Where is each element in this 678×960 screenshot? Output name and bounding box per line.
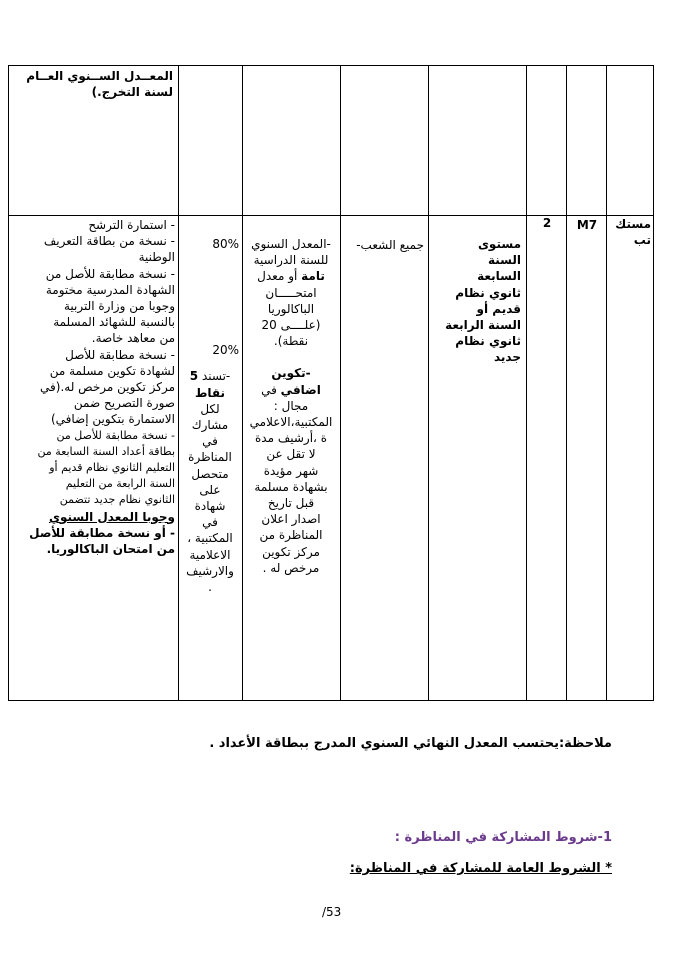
cell-line: [245, 382, 337, 398]
cell-line: - نسخة من بطاقة التعريف: [43, 234, 175, 249]
documents-cell: [13, 217, 175, 557]
page-number: /53: [322, 905, 342, 919]
cell-line: -المعدل السنوي: [251, 237, 331, 251]
cell-line: التعليم الثانوي نظام قديم أو: [49, 461, 175, 475]
cell-line: مجال :: [273, 398, 309, 413]
cell-line: -تكوين: [271, 366, 311, 381]
cell-line: شهر مؤيدة: [263, 463, 319, 478]
cell-line: - نسخة مطابقة للأصل: [65, 347, 175, 362]
cell-line: الاستمارة بتكوين إضافي): [50, 412, 175, 427]
cell-line: [181, 368, 239, 384]
cell-line: الاعلامية: [189, 547, 231, 562]
cell-line: الثانوي نظام جديد تتضمن: [59, 493, 175, 507]
cell-line: (علــــى 20: [261, 318, 321, 333]
cell-line: المناظرة: [188, 450, 232, 465]
cell-line: وجوبا من وزارة التربية: [63, 299, 175, 314]
cell-line: ثانوي نظام: [455, 285, 521, 300]
criteria-cell: [245, 236, 337, 576]
cell-line: في: [202, 434, 218, 449]
cell-line: مرخص له .: [262, 560, 320, 575]
cell-line: لا تقل عن: [266, 447, 316, 462]
cell-bold: تامة: [301, 269, 325, 284]
cell-line: من معاهد خاصة.: [91, 331, 175, 346]
cell-line: المعــدل الســنوي العــام: [26, 69, 173, 83]
cell-line: صورة التصريح ضمن: [73, 396, 175, 411]
branch-text: جميع الشعب-: [356, 238, 424, 252]
cell-line: المناظرة من: [259, 528, 323, 543]
cell-line: ة ،أرشيف مدة: [254, 431, 328, 446]
cell-line: مركز تكوين مرخص له.(في: [40, 380, 175, 395]
position-count: 2: [542, 216, 552, 230]
cell-text: أو معدل: [257, 269, 302, 284]
spacer: [181, 358, 239, 368]
col-divider: [242, 66, 243, 700]
cell-line: نقطة).: [273, 334, 309, 349]
cell-line: - أو نسخة مطابقة للأصل: [29, 525, 175, 540]
cell-line: والارشيف: [186, 563, 234, 578]
cell-line: .: [208, 580, 212, 595]
col-divider: [178, 66, 179, 700]
cell-line: لكل: [200, 401, 220, 416]
grade-code: M7: [576, 218, 598, 232]
requirements-table: [8, 65, 654, 701]
cell-line: بطاقة أعداد السنة السابعة من: [37, 444, 175, 458]
count-cell: [529, 215, 565, 231]
cell-bold: 5: [189, 369, 199, 384]
cell-line: الشهادة المدرسية مختومة: [45, 282, 175, 297]
cell-line: للسنة الدراسية: [253, 253, 329, 268]
section-title: 1-شروط المشاركة في المناظرة :: [394, 830, 612, 845]
cell-line: - نسخة مطابقة للأصل من: [45, 266, 175, 281]
cell-text: في: [261, 382, 281, 397]
cell-line: في: [202, 515, 218, 530]
weight-80: 80%: [212, 237, 239, 251]
cell-line: تب: [633, 233, 651, 248]
cell-line: بالنسبة للشهائد المسلمة: [53, 315, 175, 330]
cell-line: متحصل: [191, 466, 229, 481]
cell-line: السنة الرابعة: [445, 318, 521, 333]
weight-cell: [181, 236, 239, 595]
cell-line: مركز تكوين: [262, 544, 320, 559]
grade-code-cell: [569, 217, 605, 233]
cell-line: لسنة التخرج.): [91, 85, 173, 100]
spacer: [245, 349, 337, 365]
col-divider: [526, 66, 527, 700]
col-divider: [428, 66, 429, 700]
cell-line: اصدار اعلان: [261, 512, 321, 527]
cell-line: نقاط: [194, 385, 226, 400]
cell-line: المكتبية ،: [187, 531, 233, 546]
cell-text: -تسند: [201, 369, 231, 384]
cell-line: ثانوي نظام: [455, 334, 521, 349]
cell-line: المكتبية،الاعلامي: [249, 415, 333, 430]
branch-cell: [344, 237, 424, 253]
cell-line: الباكالوريا: [267, 301, 315, 316]
cell-line: على: [199, 482, 221, 497]
cell-line: - نسخة مطابقة للأصل من: [56, 428, 175, 442]
cell-line: قديم أو: [476, 301, 521, 316]
cell-line: السنة: [487, 253, 521, 268]
cell-line: بشهادة مسلمة: [254, 479, 328, 494]
note-text: ملاحظة:يحتسب المعدل النهائي السنوي المدرج ببطاقة الأعداد .: [209, 736, 612, 751]
row1-average-cell: [15, 68, 173, 100]
cell-line: مستك: [615, 217, 651, 231]
cell-line: مستوى: [477, 237, 521, 251]
cell-line: وجوبا المعدل السنوي: [48, 509, 175, 524]
cell-bold: اضافي: [280, 382, 321, 397]
cell-line: - استمارة الترشح: [88, 218, 175, 232]
cell-line: لشهادة تكوين مسلمة من: [49, 363, 175, 378]
level-cell: [433, 236, 521, 366]
cell-line: الوطنية: [138, 250, 175, 265]
col-divider: [340, 66, 341, 700]
spacer: [181, 252, 239, 342]
cell-line: [245, 268, 337, 284]
cell-line: من امتحان الباكالوريا.: [46, 542, 175, 557]
cell-line: امتحـــــان: [265, 285, 317, 300]
col-divider: [606, 66, 607, 700]
cell-line: مشارك: [191, 418, 229, 433]
cell-line: السابعة: [477, 269, 521, 284]
cell-line: السنة الرابعة من التعليم: [65, 477, 175, 491]
weight-20: 20%: [212, 343, 239, 358]
cell-line: قبل تاريخ: [267, 496, 315, 511]
rank-cell: [609, 216, 651, 248]
cell-line: شهادة: [194, 499, 226, 514]
col-divider: [566, 66, 567, 700]
subsection-title: * الشروط العامة للمشاركة في المناظرة:: [349, 861, 612, 876]
cell-line: جديد: [493, 350, 521, 365]
